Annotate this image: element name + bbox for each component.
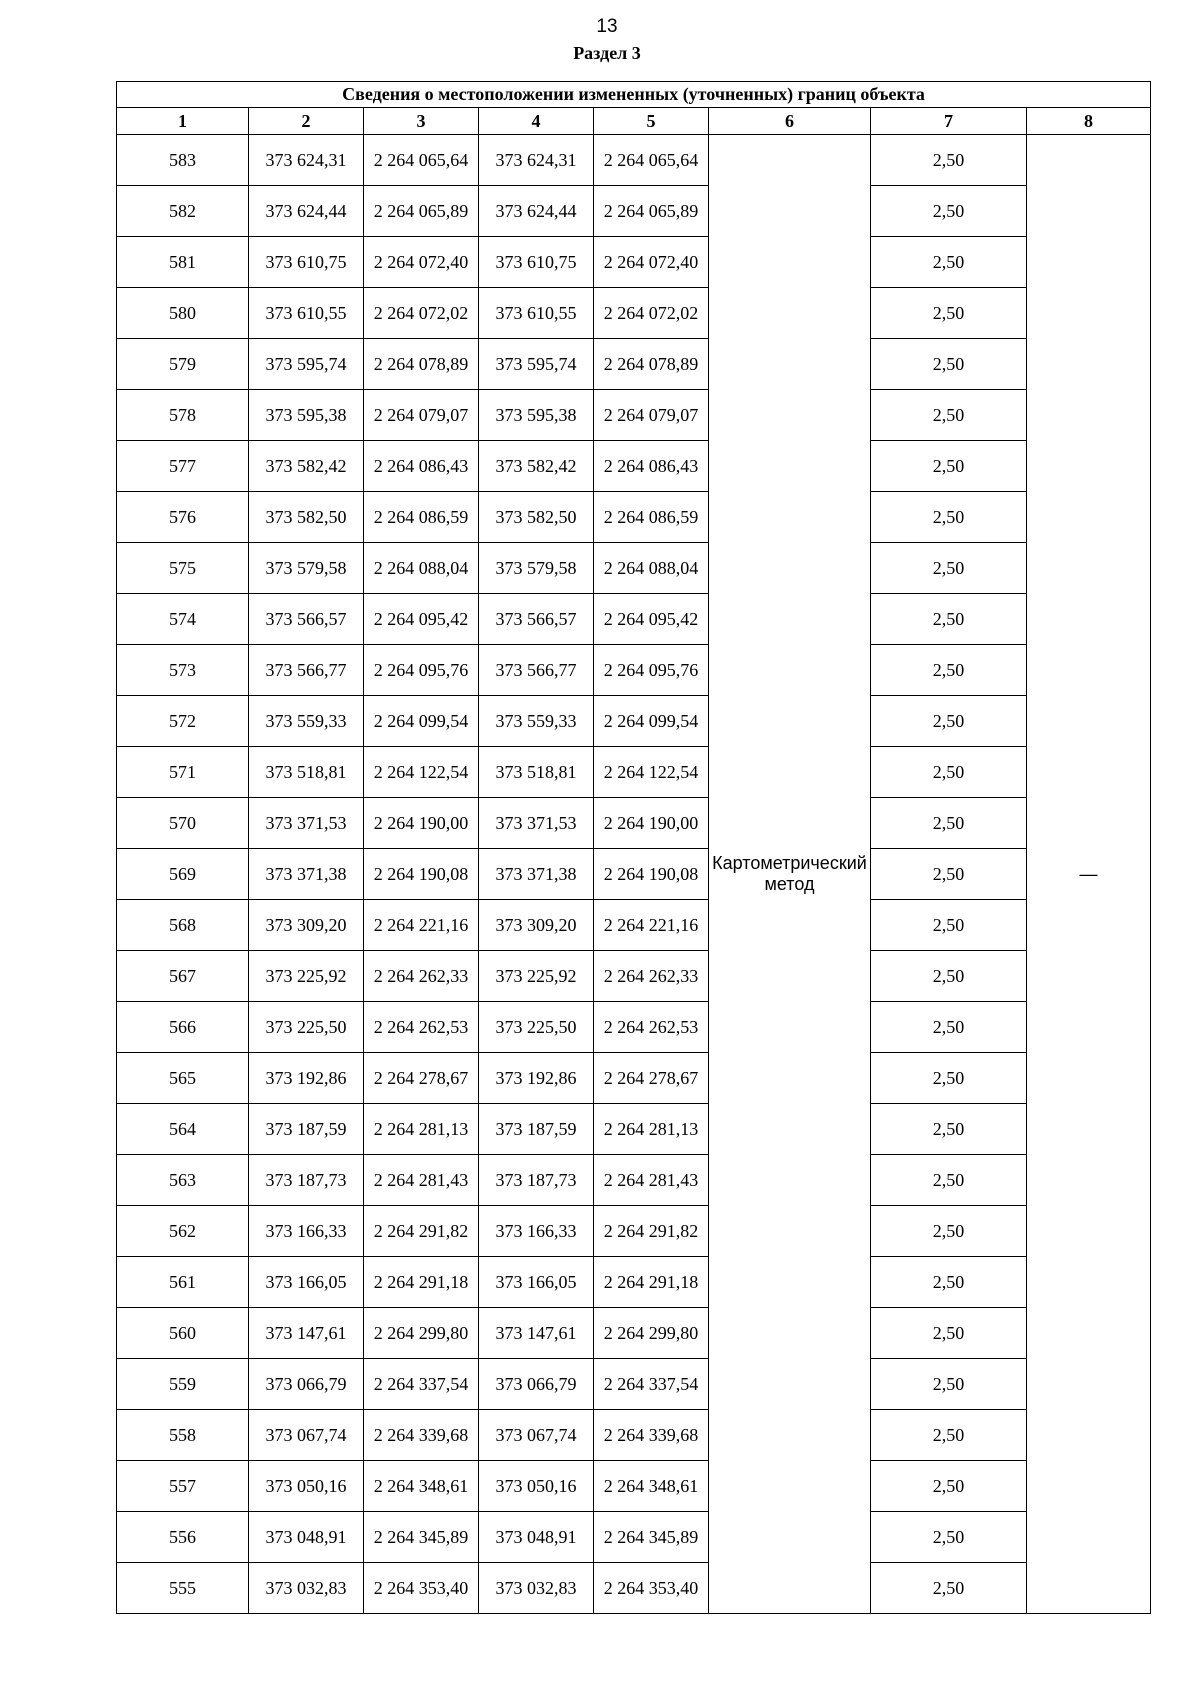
cell-accuracy: 2,50 — [871, 1257, 1027, 1308]
cell-y2: 2 264 339,68 — [594, 1410, 709, 1461]
table-body — [117, 135, 1151, 1614]
cell-x1: 373 225,92 — [249, 951, 364, 1002]
table-row — [117, 696, 1151, 747]
cell-x2: 373 582,42 — [479, 441, 594, 492]
cell-y2: 2 264 190,00 — [594, 798, 709, 849]
cell-x2: 373 559,33 — [479, 696, 594, 747]
table-caption: Сведения о местоположении измененных (уточненных) границ объекта — [117, 82, 1151, 108]
cell-n: 575 — [117, 543, 249, 594]
cell-x1: 373 048,91 — [249, 1512, 364, 1563]
cell-y2: 2 264 278,67 — [594, 1053, 709, 1104]
table-row — [117, 1359, 1151, 1410]
coordinates-table — [116, 81, 1151, 1614]
cell-n: 582 — [117, 186, 249, 237]
cell-x2: 373 166,33 — [479, 1206, 594, 1257]
cell-x1: 373 595,74 — [249, 339, 364, 390]
cell-y1: 2 264 078,89 — [364, 339, 479, 390]
cell-accuracy: 2,50 — [871, 1206, 1027, 1257]
table-row — [117, 1155, 1151, 1206]
cell-accuracy: 2,50 — [871, 1410, 1027, 1461]
note-cell: — — [1027, 135, 1151, 1614]
cell-y1: 2 264 262,53 — [364, 1002, 479, 1053]
cell-y2: 2 264 262,53 — [594, 1002, 709, 1053]
cell-y2: 2 264 086,59 — [594, 492, 709, 543]
method-cell: Картометрический метод — [709, 135, 871, 1614]
cell-y1: 2 264 065,89 — [364, 186, 479, 237]
cell-x1: 373 309,20 — [249, 900, 364, 951]
cell-n: 561 — [117, 1257, 249, 1308]
table-row — [117, 645, 1151, 696]
table-row — [117, 237, 1151, 288]
cell-x2: 373 579,58 — [479, 543, 594, 594]
cell-n: 573 — [117, 645, 249, 696]
cell-y1: 2 264 086,59 — [364, 492, 479, 543]
cell-x1: 373 225,50 — [249, 1002, 364, 1053]
cell-y2: 2 264 065,89 — [594, 186, 709, 237]
cell-n: 570 — [117, 798, 249, 849]
column-number: 7 — [871, 108, 1027, 135]
table-row — [117, 1104, 1151, 1155]
cell-x2: 373 187,73 — [479, 1155, 594, 1206]
cell-x2: 373 166,05 — [479, 1257, 594, 1308]
table-row — [117, 1461, 1151, 1512]
cell-accuracy: 2,50 — [871, 441, 1027, 492]
cell-accuracy: 2,50 — [871, 1053, 1027, 1104]
cell-y1: 2 264 072,40 — [364, 237, 479, 288]
cell-y2: 2 264 095,76 — [594, 645, 709, 696]
cell-y2: 2 264 345,89 — [594, 1512, 709, 1563]
cell-n: 563 — [117, 1155, 249, 1206]
cell-y1: 2 264 095,42 — [364, 594, 479, 645]
cell-n: 571 — [117, 747, 249, 798]
cell-x1: 373 166,33 — [249, 1206, 364, 1257]
column-numbers-row — [117, 108, 1151, 135]
cell-accuracy: 2,50 — [871, 798, 1027, 849]
cell-x1: 373 166,05 — [249, 1257, 364, 1308]
cell-n: 568 — [117, 900, 249, 951]
cell-n: 559 — [117, 1359, 249, 1410]
table-row — [117, 1410, 1151, 1461]
table-row — [117, 1002, 1151, 1053]
cell-y2: 2 264 072,02 — [594, 288, 709, 339]
cell-y2: 2 264 190,08 — [594, 849, 709, 900]
cell-accuracy: 2,50 — [871, 645, 1027, 696]
table-row — [117, 543, 1151, 594]
cell-y1: 2 264 065,64 — [364, 135, 479, 186]
cell-accuracy: 2,50 — [871, 951, 1027, 1002]
cell-x2: 373 048,91 — [479, 1512, 594, 1563]
cell-y1: 2 264 122,54 — [364, 747, 479, 798]
cell-x2: 373 066,79 — [479, 1359, 594, 1410]
cell-x2: 373 147,61 — [479, 1308, 594, 1359]
cell-y1: 2 264 221,16 — [364, 900, 479, 951]
cell-accuracy: 2,50 — [871, 1104, 1027, 1155]
cell-x1: 373 050,16 — [249, 1461, 364, 1512]
cell-x1: 373 624,44 — [249, 186, 364, 237]
table-row — [117, 441, 1151, 492]
cell-accuracy: 2,50 — [871, 1155, 1027, 1206]
cell-y1: 2 264 190,00 — [364, 798, 479, 849]
cell-y2: 2 264 291,82 — [594, 1206, 709, 1257]
cell-x2: 373 032,83 — [479, 1563, 594, 1614]
cell-y2: 2 264 078,89 — [594, 339, 709, 390]
cell-x1: 373 559,33 — [249, 696, 364, 747]
cell-x2: 373 624,44 — [479, 186, 594, 237]
cell-y2: 2 264 095,42 — [594, 594, 709, 645]
cell-y2: 2 264 086,43 — [594, 441, 709, 492]
cell-accuracy: 2,50 — [871, 339, 1027, 390]
cell-y2: 2 264 348,61 — [594, 1461, 709, 1512]
page-number: 13 — [596, 16, 618, 37]
column-number: 8 — [1027, 108, 1151, 135]
cell-x1: 373 566,77 — [249, 645, 364, 696]
cell-x2: 373 225,92 — [479, 951, 594, 1002]
cell-y1: 2 264 337,54 — [364, 1359, 479, 1410]
cell-y1: 2 264 348,61 — [364, 1461, 479, 1512]
cell-n: 558 — [117, 1410, 249, 1461]
cell-x1: 373 610,55 — [249, 288, 364, 339]
cell-accuracy: 2,50 — [871, 1359, 1027, 1410]
cell-x2: 373 610,55 — [479, 288, 594, 339]
cell-accuracy: 2,50 — [871, 288, 1027, 339]
cell-n: 567 — [117, 951, 249, 1002]
cell-y2: 2 264 299,80 — [594, 1308, 709, 1359]
cell-y1: 2 264 299,80 — [364, 1308, 479, 1359]
cell-y2: 2 264 281,43 — [594, 1155, 709, 1206]
table-row — [117, 1053, 1151, 1104]
cell-n: 566 — [117, 1002, 249, 1053]
cell-accuracy: 2,50 — [871, 696, 1027, 747]
cell-x1: 373 371,53 — [249, 798, 364, 849]
cell-x1: 373 147,61 — [249, 1308, 364, 1359]
cell-x1: 373 192,86 — [249, 1053, 364, 1104]
cell-y2: 2 264 221,16 — [594, 900, 709, 951]
column-number: 4 — [479, 108, 594, 135]
table-row — [117, 1206, 1151, 1257]
table-row — [117, 1563, 1151, 1614]
cell-x2: 373 582,50 — [479, 492, 594, 543]
cell-n: 569 — [117, 849, 249, 900]
cell-x1: 373 187,73 — [249, 1155, 364, 1206]
cell-n: 556 — [117, 1512, 249, 1563]
cell-y2: 2 264 099,54 — [594, 696, 709, 747]
column-number: 6 — [709, 108, 871, 135]
cell-n: 579 — [117, 339, 249, 390]
cell-x1: 373 566,57 — [249, 594, 364, 645]
cell-x1: 373 032,83 — [249, 1563, 364, 1614]
table-row — [117, 1308, 1151, 1359]
cell-y1: 2 264 291,82 — [364, 1206, 479, 1257]
cell-n: 555 — [117, 1563, 249, 1614]
cell-x1: 373 187,59 — [249, 1104, 364, 1155]
column-number: 5 — [594, 108, 709, 135]
cell-y1: 2 264 339,68 — [364, 1410, 479, 1461]
cell-x1: 373 624,31 — [249, 135, 364, 186]
cell-x1: 373 610,75 — [249, 237, 364, 288]
cell-n: 565 — [117, 1053, 249, 1104]
cell-y2: 2 264 337,54 — [594, 1359, 709, 1410]
cell-n: 564 — [117, 1104, 249, 1155]
cell-x2: 373 595,74 — [479, 339, 594, 390]
cell-y1: 2 264 262,33 — [364, 951, 479, 1002]
cell-n: 580 — [117, 288, 249, 339]
cell-y1: 2 264 345,89 — [364, 1512, 479, 1563]
cell-x1: 373 518,81 — [249, 747, 364, 798]
cell-x2: 373 624,31 — [479, 135, 594, 186]
cell-y2: 2 264 072,40 — [594, 237, 709, 288]
cell-y2: 2 264 262,33 — [594, 951, 709, 1002]
cell-x2: 373 192,86 — [479, 1053, 594, 1104]
cell-x1: 373 595,38 — [249, 390, 364, 441]
cell-x2: 373 610,75 — [479, 237, 594, 288]
cell-y2: 2 264 122,54 — [594, 747, 709, 798]
cell-x1: 373 371,38 — [249, 849, 364, 900]
cell-x2: 373 067,74 — [479, 1410, 594, 1461]
cell-x2: 373 050,16 — [479, 1461, 594, 1512]
table-row — [117, 339, 1151, 390]
cell-y2: 2 264 353,40 — [594, 1563, 709, 1614]
cell-x2: 373 566,77 — [479, 645, 594, 696]
cell-y1: 2 264 095,76 — [364, 645, 479, 696]
cell-x2: 373 371,53 — [479, 798, 594, 849]
cell-y1: 2 264 088,04 — [364, 543, 479, 594]
cell-x2: 373 371,38 — [479, 849, 594, 900]
cell-y2: 2 264 079,07 — [594, 390, 709, 441]
column-number: 2 — [249, 108, 364, 135]
cell-accuracy: 2,50 — [871, 900, 1027, 951]
cell-accuracy: 2,50 — [871, 186, 1027, 237]
column-number: 3 — [364, 108, 479, 135]
cell-y1: 2 264 281,13 — [364, 1104, 479, 1155]
cell-x1: 373 066,79 — [249, 1359, 364, 1410]
cell-x2: 373 187,59 — [479, 1104, 594, 1155]
table-row — [117, 951, 1151, 1002]
section-title: Раздел 3 — [573, 43, 641, 63]
cell-x2: 373 595,38 — [479, 390, 594, 441]
cell-x1: 373 582,50 — [249, 492, 364, 543]
table-row — [117, 900, 1151, 951]
cell-n: 581 — [117, 237, 249, 288]
cell-n: 576 — [117, 492, 249, 543]
cell-x1: 373 582,42 — [249, 441, 364, 492]
cell-n: 574 — [117, 594, 249, 645]
column-number: 1 — [117, 108, 249, 135]
cell-y1: 2 264 353,40 — [364, 1563, 479, 1614]
table-row — [117, 849, 1151, 900]
table-row — [117, 135, 1151, 186]
cell-x2: 373 309,20 — [479, 900, 594, 951]
cell-accuracy: 2,50 — [871, 543, 1027, 594]
cell-n: 557 — [117, 1461, 249, 1512]
table-row — [117, 594, 1151, 645]
cell-y1: 2 264 190,08 — [364, 849, 479, 900]
cell-n: 583 — [117, 135, 249, 186]
table-row — [117, 390, 1151, 441]
cell-accuracy: 2,50 — [871, 390, 1027, 441]
table-row — [117, 1257, 1151, 1308]
cell-n: 572 — [117, 696, 249, 747]
cell-accuracy: 2,50 — [871, 1563, 1027, 1614]
cell-x1: 373 579,58 — [249, 543, 364, 594]
table-row — [117, 288, 1151, 339]
cell-n: 562 — [117, 1206, 249, 1257]
table-row — [117, 186, 1151, 237]
cell-accuracy: 2,50 — [871, 1308, 1027, 1359]
cell-y2: 2 264 281,13 — [594, 1104, 709, 1155]
cell-accuracy: 2,50 — [871, 492, 1027, 543]
table-row — [117, 747, 1151, 798]
cell-y1: 2 264 072,02 — [364, 288, 479, 339]
cell-accuracy: 2,50 — [871, 1461, 1027, 1512]
cell-y1: 2 264 291,18 — [364, 1257, 479, 1308]
table-row — [117, 492, 1151, 543]
cell-n: 578 — [117, 390, 249, 441]
table-row — [117, 798, 1151, 849]
cell-y1: 2 264 099,54 — [364, 696, 479, 747]
cell-accuracy: 2,50 — [871, 1002, 1027, 1053]
table-row — [117, 1512, 1151, 1563]
cell-accuracy: 2,50 — [871, 1512, 1027, 1563]
cell-y2: 2 264 065,64 — [594, 135, 709, 186]
cell-y1: 2 264 278,67 — [364, 1053, 479, 1104]
cell-x2: 373 518,81 — [479, 747, 594, 798]
cell-accuracy: 2,50 — [871, 237, 1027, 288]
cell-accuracy: 2,50 — [871, 135, 1027, 186]
cell-x1: 373 067,74 — [249, 1410, 364, 1461]
cell-accuracy: 2,50 — [871, 747, 1027, 798]
cell-x2: 373 566,57 — [479, 594, 594, 645]
cell-x2: 373 225,50 — [479, 1002, 594, 1053]
cell-accuracy: 2,50 — [871, 594, 1027, 645]
cell-n: 560 — [117, 1308, 249, 1359]
cell-y1: 2 264 079,07 — [364, 390, 479, 441]
cell-accuracy: 2,50 — [871, 849, 1027, 900]
cell-y2: 2 264 291,18 — [594, 1257, 709, 1308]
cell-y1: 2 264 281,43 — [364, 1155, 479, 1206]
cell-n: 577 — [117, 441, 249, 492]
cell-y2: 2 264 088,04 — [594, 543, 709, 594]
cell-y1: 2 264 086,43 — [364, 441, 479, 492]
